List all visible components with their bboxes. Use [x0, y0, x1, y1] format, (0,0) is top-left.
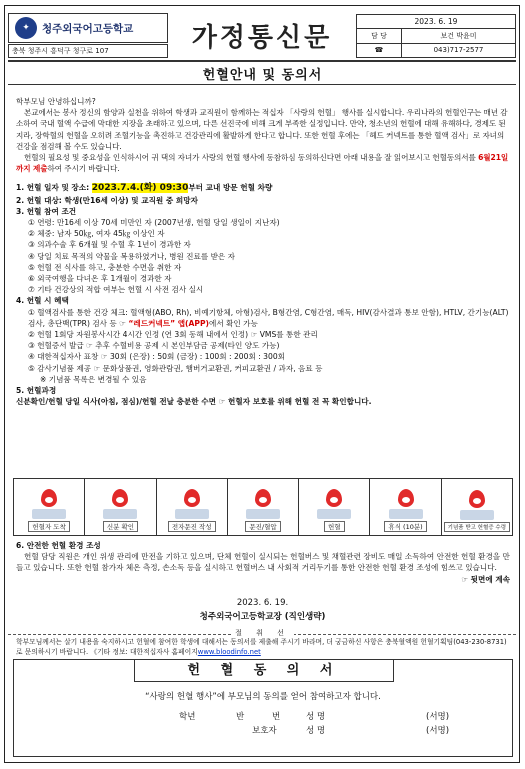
mascot-icon [175, 489, 209, 519]
process-step [228, 479, 299, 535]
notice-text: 학부모님께서는 살기 내용을 숙지하시고 헌혈에 참여한 학생에 대해서는 동의서를 제출해 주시기 바라며, 더 궁금하신 사항은 충북혈액원 헌혈기획팀(043-230-8731)로 문의하시기 바랍니다. 《기타 정보: 대한적십자사 홈페이지 [16, 638, 507, 656]
consent-form [13, 659, 513, 757]
mascot-icon [32, 489, 66, 519]
step-label: 전자문진 작성 [168, 521, 216, 532]
signature-block [0, 596, 525, 624]
process-description: 신분확인/헌혈 당일 식사(아침, 점심)/헌혈 전날 충분한 수면 ☞ 헌혈자 보호를 위해 헌혈 전 꼭 확인합니다. [16, 397, 372, 407]
step-label: 휴식 (10분) [384, 521, 426, 532]
step-label: 헌혈 [324, 521, 345, 532]
owner-dept: 보건 박윤미 [402, 29, 516, 43]
mascot-icon [103, 489, 137, 519]
condition-item: ③ 의과수술 후 6개월 및 수혈 후 1년이 경과한 자 [28, 240, 191, 250]
phone-number: 043)717-2577 [402, 43, 516, 57]
page-title: 가정통신문 [191, 22, 333, 53]
consent-title: 헌 혈 동 의 서 [134, 660, 394, 682]
notice-block [16, 638, 510, 657]
owner-label: 담 당 [357, 29, 402, 43]
student-name-label: 성 명 [306, 712, 326, 722]
letter-body [16, 96, 510, 407]
info-table [356, 14, 516, 58]
mascot-icon [317, 489, 351, 519]
deadline: 6월21일까지 제출 [16, 153, 509, 174]
step-label: 문진/혈압 [245, 521, 280, 532]
mascot-icon [460, 490, 494, 520]
issue-date: 2023. 6. 19 [357, 15, 516, 29]
intro-tail: 하여 주시기 바랍니다. [47, 164, 120, 174]
intro-paragraph-2 [16, 152, 510, 174]
class-label: 반 [236, 712, 245, 722]
student-sign-label[interactable]: (서명) [426, 712, 450, 722]
header-divider [8, 60, 516, 62]
section-2: 2. 헌혈 대상: 학생(만16세 이상) 및 교직원 중 희망자 [16, 195, 198, 205]
benefit-note: ※ 기념품 목록은 변경될 수 있음 [40, 374, 147, 384]
consent-sentence: “사랑의 헌혈 행사”에 부모님의 동의를 얻어 참여하고자 합니다. [145, 692, 381, 702]
phone-icon: ☎ [357, 43, 402, 57]
mascot-icon [246, 489, 280, 519]
greeting: 학부모님 안녕하십니까? [16, 97, 96, 106]
section-1-tail: 부터 교내 방문 헌혈 차량 [188, 183, 273, 193]
school-name: 청주외국어고등학교 [42, 22, 134, 35]
condition-item: ④ 당일 치료 목적의 약물을 복용하였거나, 병원 진료를 받은 자 [28, 251, 235, 261]
process-step [370, 479, 441, 535]
section-4: 4. 헌혈 시 혜택 [16, 296, 69, 306]
benefit-item: ⑤ 감사기념품 제공 ☞ 문화상품권, 영화관람권, 햄버거교환권, 커피교환권 / 과자, 음료 등 [28, 363, 323, 373]
benefit-item: ③ 헌혈증서 발급 ☞ 추후 수혈비용 공제 시 본인부담금 공제(타인 양도 가능) [28, 341, 280, 351]
subtitle-divider [8, 84, 516, 85]
benefit-item: ① 혈액검사를 통한 건강 체크: 혈액형(ABO, Rh), 비예기항체, 아형)검사, B형간염, C형간염, 매독, HIV(감사결과 통보 안함), HTLV, 간기능(ALT) 검사, 총단백(TPR) 검사 등 ☞ “레드커넥트” 앱(APP)에서 확인 가능 [28, 307, 509, 328]
event-datetime: 2023.7.4.(화) 09:30 [91, 183, 189, 194]
section-3: 3. 헌혈 참여 조건 [16, 206, 77, 216]
guardian-sign-label[interactable]: (서명) [426, 726, 450, 736]
guardian-label: 보호자 [252, 726, 277, 736]
process-step [85, 479, 156, 535]
bloodinfo-link[interactable]: www.bloodinfo.net [197, 647, 261, 656]
section-5: 5. 헌혈과정 [16, 386, 57, 396]
cut-line-label [0, 628, 525, 638]
school-address: 충북 청주시 흥덕구 청구로 107 [8, 44, 168, 58]
vms-note: ☞ VMS를 통한 관리 [250, 330, 318, 340]
benefit-item: ④ 대한적십자사 표창 ☞ 30회 (은장) : 50회 (금장) : 100회 : 200회 : 300회 [28, 352, 286, 362]
condition-item: ⑦ 기타 건강상의 적합 여부는 헌혈 시 사전 검사 실시 [28, 285, 204, 295]
process-step [157, 479, 228, 535]
intro-paragraph-1: 본교에서는 봉사 정신의 함양과 실천을 위하여 학생과 교직원이 함께하는 적십자 「사랑의 헌혈」 행사를 실시합니다. 우리나라의 헌혈인구는 매년 감소하여 국내 혈액 수급에 막대한 지장을 초래하고 있으며, 다른 선진국에 비해 크게 부족한 실정입니다. 만약, 청소년의 헌혈에 대해 유해하다, 경제도 된지라, 장학혈의 헌혈을 오히려 조혈기능을 촉진하고 건강관리에 활발하게 한다고 합니다. 또한 헌혈 후에는 「헤드 커넥트를 통한 혈액 검사」로 자녀의 건강을 점검해 볼 수도 있습니다. [16, 108, 508, 151]
continue-note: ☞ 뒷면에 계속 [461, 574, 510, 584]
cut-line-text: 절 취 선 [231, 629, 294, 637]
donation-process [13, 478, 513, 536]
app-name: “레드커넥트” 앱(APP) [128, 318, 209, 328]
intro-text: 헌혈의 필요성 및 중요성을 인식하시어 귀 댁의 자녀가 사랑의 헌혈 행사에 동참하심 동의하신다면 아래 내용을 잘 읽어보시고 헌혈동의서를 [24, 153, 476, 163]
grade-label: 학년 [179, 712, 196, 722]
guardian-name-label: 성 명 [306, 726, 326, 736]
benefit-text: ① 혈액검사를 통한 건강 체크: 혈액형(ABO, Rh), 비예기항체, 아형)검사, B형간염, C형간염, 매독, HIV(감사결과 통보 안함), HTLV, 간기능(ALT) 검사, 총단백(TPR) 검사 등 [28, 307, 509, 328]
school-emblem-icon: ✦ [15, 17, 37, 39]
section-1-label: 1. 헌혈 일자 및 장소: [16, 183, 90, 193]
app-tail: 에서 확인 가능 [209, 318, 258, 328]
principal-sign: 청주외국어고등학교장 (직인생략) [199, 612, 326, 622]
process-step [14, 479, 85, 535]
section-1 [16, 182, 510, 194]
step-label: 헌혈자 도착 [28, 521, 69, 532]
condition-item: ① 연령: 만16세 이상 70세 미만인 자 (2007년생, 헌혈 당일 생일이 지난자) [28, 218, 280, 228]
condition-item: ⑥ 외국여행을 다녀온 후 1개월이 경과한 자 [28, 274, 172, 284]
benefit-item [16, 329, 510, 340]
benefit-text: ② 헌혈 1회당 자원봉사시간 4시간 인정 (연 3회 동해 내에서 인정) [28, 330, 249, 340]
process-step [442, 479, 512, 535]
process-step [299, 479, 370, 535]
step-label: 기념품 받고 헌혈증 수령 [444, 522, 510, 532]
condition-item: ② 체중: 남자 50㎏, 여자 45㎏ 이상인 자 [28, 229, 165, 239]
number-label: 번 [272, 712, 281, 722]
section-6-block [16, 540, 510, 585]
section-6: 6. 안전한 헌혈 환경 조성 [16, 541, 101, 550]
school-logo-box [8, 13, 168, 43]
section-6-text: 헌혈 담당 직원은 개인 위생 관리에 만전을 기하고 있으며, 단체 헌혈이 실시되는 헌혈버스 및 채혈관련 장비도 매일 소독하여 안전한 헌혈 환경을 만들고 있습니다. 또한 헌혈 참가자 체온 측정, 손소독 등을 실시하고 헌혈버스 내 사회적 거리두기를 통한 안전한 헌혈 환경 조성에 힘쓰고 있습니다. [16, 552, 510, 573]
condition-item: ⑤ 헌혈 전 식사를 하고, 충분한 수면을 취한 자 [28, 262, 182, 272]
document-subtitle: 헌혈안내 및 동의서 [202, 68, 323, 83]
mascot-icon [389, 489, 423, 519]
step-label: 신분 확인 [103, 521, 138, 532]
sign-date: 2023. 6. 19. [236, 598, 289, 608]
